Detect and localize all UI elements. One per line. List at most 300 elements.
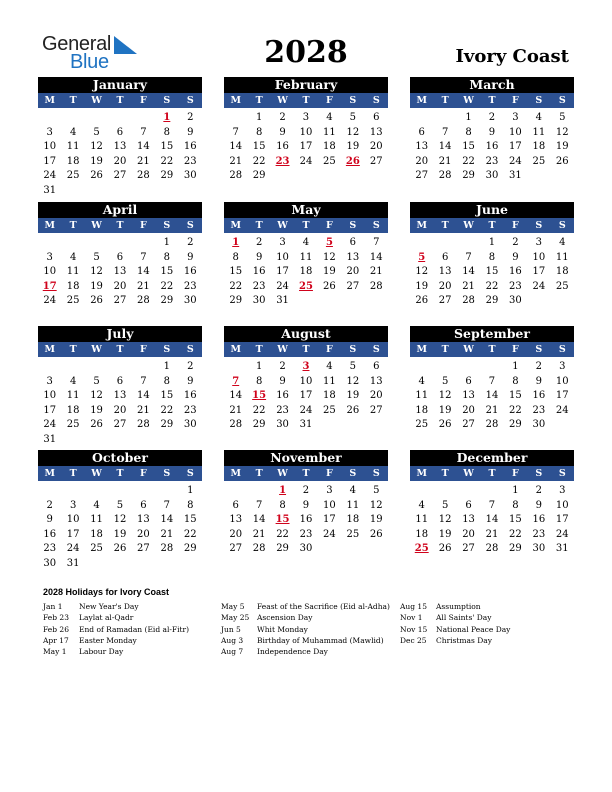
day-cell: 11: [66, 266, 80, 278]
day-cell: 11: [532, 126, 546, 138]
day-cell: 15: [160, 390, 174, 402]
day-cell: 21: [252, 528, 266, 540]
weekday-label: W: [463, 220, 474, 231]
holiday-day: 1: [232, 237, 240, 248]
empty-cell: [433, 236, 456, 251]
day-cell: 12: [415, 266, 429, 278]
day-cell: 31: [276, 295, 289, 307]
day-cell: 14: [137, 141, 150, 153]
month-title: October: [38, 450, 202, 466]
day-cell: 23: [43, 543, 57, 555]
weekday-label: F: [326, 95, 333, 106]
weekday-label: M: [230, 220, 241, 231]
day-cell: 11: [346, 499, 360, 511]
weekday-label: M: [416, 220, 427, 231]
day-cell: 2: [46, 499, 53, 511]
day-cell: 9: [187, 375, 194, 387]
day-cell: 2: [187, 237, 194, 248]
weekday-label: S: [163, 95, 171, 106]
empty-cell: [85, 236, 108, 251]
day-cell: 2: [187, 361, 194, 372]
day-cell: 25: [532, 155, 546, 167]
day-cell: 27: [113, 419, 127, 431]
day-cell: 8: [512, 499, 519, 511]
day-cell: 11: [299, 251, 313, 263]
day-cell: 20: [369, 390, 383, 402]
day-cell: 5: [441, 375, 449, 387]
day-cell: 20: [229, 528, 243, 540]
day-cell: 31: [299, 419, 313, 431]
day-cell: 3: [69, 499, 77, 511]
empty-cell: [224, 111, 247, 126]
day-cell: 17: [299, 141, 313, 153]
holiday-day: 17: [42, 280, 57, 292]
holiday-day: 15: [275, 514, 290, 526]
day-cell: 30: [532, 419, 546, 431]
day-cell: 9: [488, 126, 496, 138]
day-cell: 20: [462, 528, 475, 540]
holiday-entry: [43, 612, 189, 623]
day-cell: 23: [183, 404, 197, 416]
day-cell: 2: [187, 112, 194, 123]
day-cell: 18: [66, 155, 80, 167]
day-cell: 22: [252, 404, 266, 416]
day-cell: 23: [532, 404, 546, 416]
day-cell: 4: [326, 361, 333, 372]
day-cell: 16: [43, 528, 57, 540]
weekday-label: S: [535, 220, 543, 231]
day-cell: 6: [373, 112, 380, 123]
day-cell: 2: [279, 361, 286, 372]
day-cell: 12: [90, 266, 103, 278]
day-cell: 4: [302, 237, 310, 248]
day-cell: 13: [462, 514, 475, 526]
day-cell: 1: [163, 237, 171, 248]
day-cell: 19: [346, 141, 360, 153]
weekday-label: T: [302, 344, 310, 355]
weekday-label: W: [91, 344, 102, 355]
day-cell: 24: [43, 419, 57, 431]
day-cell: 11: [323, 375, 336, 387]
day-cell: 22: [229, 280, 243, 292]
day-cell: 17: [509, 141, 522, 153]
month-january: [38, 77, 202, 199]
day-cell: 14: [160, 514, 174, 526]
day-cell: 17: [555, 514, 569, 526]
empty-cell: [410, 360, 433, 375]
day-cell: 18: [66, 280, 80, 292]
day-cell: 7: [488, 375, 496, 387]
weekday-label: T: [488, 220, 496, 231]
weekday-header: [38, 218, 202, 233]
day-cell: 28: [137, 295, 150, 307]
day-cell: 30: [252, 295, 266, 307]
weekday-label: S: [163, 468, 171, 479]
day-grid: [224, 481, 388, 557]
day-cell: 14: [438, 141, 452, 153]
day-cell: 25: [66, 419, 80, 431]
empty-cell: [410, 484, 433, 499]
day-cell: 7: [163, 499, 171, 511]
day-cell: 3: [302, 112, 310, 123]
day-cell: 5: [116, 499, 124, 511]
empty-cell: [480, 484, 503, 499]
day-cell: 6: [465, 499, 472, 511]
country-name: Ivory Coast: [455, 46, 569, 67]
day-cell: 8: [255, 375, 263, 387]
day-cell: 30: [43, 557, 57, 569]
day-cell: 5: [349, 112, 357, 123]
empty-cell: [108, 484, 131, 499]
weekday-label: F: [512, 468, 519, 479]
empty-cell: [457, 360, 480, 375]
month-may: [224, 202, 388, 309]
header: [0, 0, 612, 72]
day-cell: 24: [555, 528, 569, 540]
day-cell: 6: [232, 499, 239, 511]
day-cell: 26: [323, 280, 336, 292]
day-cell: 2: [279, 112, 286, 123]
day-cell: 14: [485, 390, 499, 402]
day-cell: 27: [113, 295, 127, 307]
weekday-label: S: [186, 220, 194, 231]
day-cell: 26: [90, 419, 103, 431]
day-cell: 16: [299, 514, 313, 526]
day-cell: 26: [113, 543, 127, 555]
empty-cell: [108, 236, 131, 251]
weekday-label: F: [512, 220, 519, 231]
day-grid: [38, 233, 202, 309]
day-cell: 1: [255, 112, 263, 123]
day-cell: 5: [373, 485, 380, 496]
day-cell: 17: [276, 266, 289, 278]
day-cell: 23: [276, 404, 289, 416]
day-cell: 31: [509, 170, 522, 182]
empty-cell: [108, 111, 131, 126]
day-cell: 8: [255, 126, 263, 138]
day-cell: 26: [438, 419, 452, 431]
empty-cell: [38, 360, 61, 375]
holiday-date: Dec 25: [400, 635, 427, 645]
weekday-label: F: [326, 220, 333, 231]
weekday-label: T: [441, 344, 449, 355]
holiday-day: 5: [418, 251, 426, 263]
weekday-label: T: [69, 220, 77, 231]
day-grid: [410, 108, 574, 184]
weekday-label: M: [416, 95, 427, 106]
day-cell: 22: [160, 155, 174, 167]
holiday-day: 25: [414, 543, 429, 555]
day-cell: 29: [160, 419, 174, 431]
weekday-label: S: [349, 95, 357, 106]
day-cell: 25: [90, 543, 103, 555]
day-cell: 19: [323, 266, 336, 278]
day-cell: 27: [369, 404, 383, 416]
day-cell: 12: [369, 499, 383, 511]
day-cell: 1: [512, 361, 519, 372]
day-cell: 12: [438, 514, 452, 526]
weekday-label: W: [463, 344, 474, 355]
day-cell: 9: [535, 375, 543, 387]
day-cell: 21: [462, 280, 475, 292]
day-cell: 13: [229, 514, 243, 526]
day-cell: 3: [559, 361, 566, 372]
day-cell: 17: [555, 390, 569, 402]
day-cell: 17: [299, 390, 313, 402]
day-cell: 2: [488, 112, 496, 123]
day-cell: 23: [183, 280, 197, 292]
day-cell: 3: [279, 237, 286, 248]
weekday-label: T: [302, 95, 310, 106]
day-cell: 13: [369, 375, 383, 387]
day-cell: 1: [187, 485, 194, 496]
day-cell: 19: [415, 280, 429, 292]
day-cell: 14: [229, 141, 243, 153]
day-cell: 10: [43, 266, 57, 278]
day-cell: 3: [512, 112, 519, 123]
empty-cell: [433, 111, 456, 126]
holiday-date: Feb 23: [43, 613, 69, 623]
day-cell: 14: [462, 266, 475, 278]
holiday-name: Labour Day: [79, 647, 124, 657]
day-cell: 18: [323, 390, 336, 402]
day-cell: 5: [441, 499, 449, 511]
day-cell: 19: [555, 141, 569, 153]
holiday-entry: [43, 646, 189, 657]
weekday-label: T: [116, 468, 124, 479]
weekday-label: S: [186, 95, 194, 106]
holiday-date: May 25: [221, 613, 250, 623]
day-cell: 29: [183, 543, 197, 555]
day-cell: 26: [555, 155, 569, 167]
day-cell: 29: [252, 419, 266, 431]
day-cell: 2: [255, 237, 263, 248]
day-cell: 28: [485, 419, 499, 431]
day-cell: 10: [555, 499, 569, 511]
day-cell: 4: [535, 112, 543, 123]
weekday-label: S: [558, 468, 566, 479]
day-grid: [410, 233, 574, 309]
day-cell: 31: [43, 184, 57, 196]
day-cell: 23: [532, 528, 546, 540]
weekday-label: F: [140, 344, 147, 355]
empty-cell: [38, 484, 61, 499]
empty-cell: [433, 360, 456, 375]
holiday-day: 26: [345, 155, 360, 167]
day-cell: 7: [140, 126, 147, 138]
day-cell: 7: [465, 251, 472, 263]
weekday-header: [224, 218, 388, 233]
day-cell: 13: [346, 251, 360, 263]
day-cell: 13: [415, 141, 429, 153]
holiday-date: Aug 7: [221, 647, 244, 657]
holiday-name: Independence Day: [257, 647, 328, 657]
month-title: December: [410, 450, 574, 466]
day-grid: [224, 357, 388, 433]
day-cell: 16: [252, 266, 266, 278]
day-cell: 27: [438, 295, 452, 307]
day-cell: 26: [90, 295, 103, 307]
day-cell: 11: [415, 514, 429, 526]
holiday-day: 7: [232, 375, 240, 387]
weekday-label: S: [372, 220, 380, 231]
holiday-date: Apr 17: [43, 635, 69, 645]
day-cell: 24: [299, 404, 313, 416]
day-cell: 29: [252, 170, 266, 182]
day-cell: 27: [137, 543, 150, 555]
holiday-name: Ascension Day: [257, 613, 313, 623]
day-cell: 29: [160, 295, 174, 307]
day-cell: 27: [462, 419, 475, 431]
empty-cell: [410, 111, 433, 126]
empty-cell: [224, 360, 247, 375]
holiday-name: Easter Monday: [79, 635, 137, 645]
month-february: [224, 77, 388, 184]
day-cell: 18: [346, 514, 360, 526]
day-cell: 27: [113, 170, 127, 182]
month-june: [410, 202, 574, 309]
weekday-header: [410, 93, 574, 108]
day-cell: 29: [276, 543, 289, 555]
holiday-name: Laylat al-Qadr: [79, 613, 134, 623]
day-cell: 6: [116, 251, 124, 263]
day-cell: 23: [252, 280, 266, 292]
logo-blue-text: Blue: [70, 51, 109, 73]
day-cell: 30: [183, 170, 197, 182]
day-cell: 10: [509, 126, 522, 138]
day-cell: 19: [90, 404, 103, 416]
day-cell: 17: [43, 155, 57, 167]
weekday-label: S: [372, 468, 380, 479]
day-cell: 30: [299, 543, 313, 555]
empty-cell: [224, 484, 247, 499]
month-title: June: [410, 202, 574, 218]
weekday-label: S: [372, 344, 380, 355]
weekday-label: T: [255, 220, 263, 231]
month-november: [224, 450, 388, 557]
day-cell: 21: [137, 280, 150, 292]
holiday-date: May 1: [43, 647, 67, 657]
weekday-label: T: [255, 95, 263, 106]
day-cell: 1: [163, 361, 171, 372]
day-cell: 10: [276, 251, 289, 263]
day-cell: 13: [462, 390, 475, 402]
holiday-date: Nov 1: [400, 613, 423, 623]
day-cell: 15: [462, 141, 475, 153]
holiday-name: All Saints' Day: [436, 613, 492, 623]
weekday-label: M: [44, 220, 55, 231]
day-cell: 7: [232, 126, 239, 138]
holiday-date: May 5: [221, 602, 245, 611]
day-cell: 4: [349, 485, 357, 496]
day-cell: 6: [349, 237, 357, 248]
day-cell: 13: [113, 141, 127, 153]
month-september: [410, 326, 574, 433]
weekday-label: S: [535, 344, 543, 355]
weekday-label: T: [441, 95, 449, 106]
day-cell: 9: [302, 499, 310, 511]
day-cell: 26: [415, 295, 429, 307]
weekday-header: [224, 93, 388, 108]
month-title: November: [224, 450, 388, 466]
empty-cell: [85, 360, 108, 375]
day-cell: 21: [229, 155, 243, 167]
day-cell: 5: [349, 361, 357, 372]
day-cell: 8: [232, 251, 239, 263]
day-cell: 8: [163, 375, 171, 387]
weekday-label: T: [488, 344, 496, 355]
day-cell: 18: [415, 404, 429, 416]
weekday-label: W: [91, 95, 102, 106]
empty-cell: [410, 236, 433, 251]
day-cell: 12: [90, 141, 103, 153]
holiday-date: Aug 15: [400, 602, 427, 611]
holiday-name: National Peace Day: [436, 624, 511, 634]
weekday-header: [410, 466, 574, 481]
day-cell: 16: [509, 266, 522, 278]
weekday-label: M: [230, 95, 241, 106]
day-cell: 20: [113, 404, 127, 416]
day-cell: 24: [323, 528, 336, 540]
weekday-label: S: [558, 220, 566, 231]
day-cell: 23: [183, 155, 197, 167]
day-cell: 26: [369, 528, 383, 540]
day-cell: 24: [43, 295, 57, 307]
month-title: May: [224, 202, 388, 218]
day-cell: 9: [255, 251, 263, 263]
day-cell: 20: [415, 155, 429, 167]
day-cell: 20: [369, 141, 383, 153]
holidays-column: [400, 601, 510, 646]
day-cell: 29: [509, 419, 522, 431]
day-cell: 7: [488, 499, 496, 511]
day-cell: 5: [93, 251, 100, 263]
day-grid: [38, 357, 202, 448]
day-cell: 16: [532, 390, 546, 402]
empty-cell: [457, 236, 480, 251]
weekday-label: S: [535, 95, 543, 106]
month-march: [410, 77, 574, 184]
holiday-entry: [221, 612, 390, 623]
weekday-label: T: [255, 468, 263, 479]
day-cell: 28: [252, 543, 266, 555]
day-cell: 12: [113, 514, 127, 526]
day-cell: 6: [465, 375, 472, 387]
day-cell: 29: [229, 295, 243, 307]
day-cell: 6: [116, 126, 124, 138]
day-cell: 24: [555, 404, 569, 416]
day-cell: 15: [183, 514, 197, 526]
month-august: [224, 326, 388, 433]
day-cell: 22: [252, 155, 266, 167]
weekday-label: S: [163, 220, 171, 231]
holiday-entry: [221, 635, 390, 646]
day-cell: 21: [229, 404, 243, 416]
day-cell: 22: [160, 280, 174, 292]
day-grid: [224, 233, 388, 309]
day-cell: 11: [323, 126, 336, 138]
day-cell: 15: [252, 141, 266, 153]
day-cell: 6: [418, 126, 425, 138]
holidays-column: [221, 601, 390, 657]
day-cell: 28: [137, 170, 150, 182]
logo-general-text: General: [42, 33, 112, 55]
day-cell: 1: [465, 112, 472, 123]
weekday-label: S: [558, 344, 566, 355]
day-cell: 3: [326, 485, 333, 496]
weekday-label: S: [186, 344, 194, 355]
day-cell: 1: [488, 237, 496, 248]
